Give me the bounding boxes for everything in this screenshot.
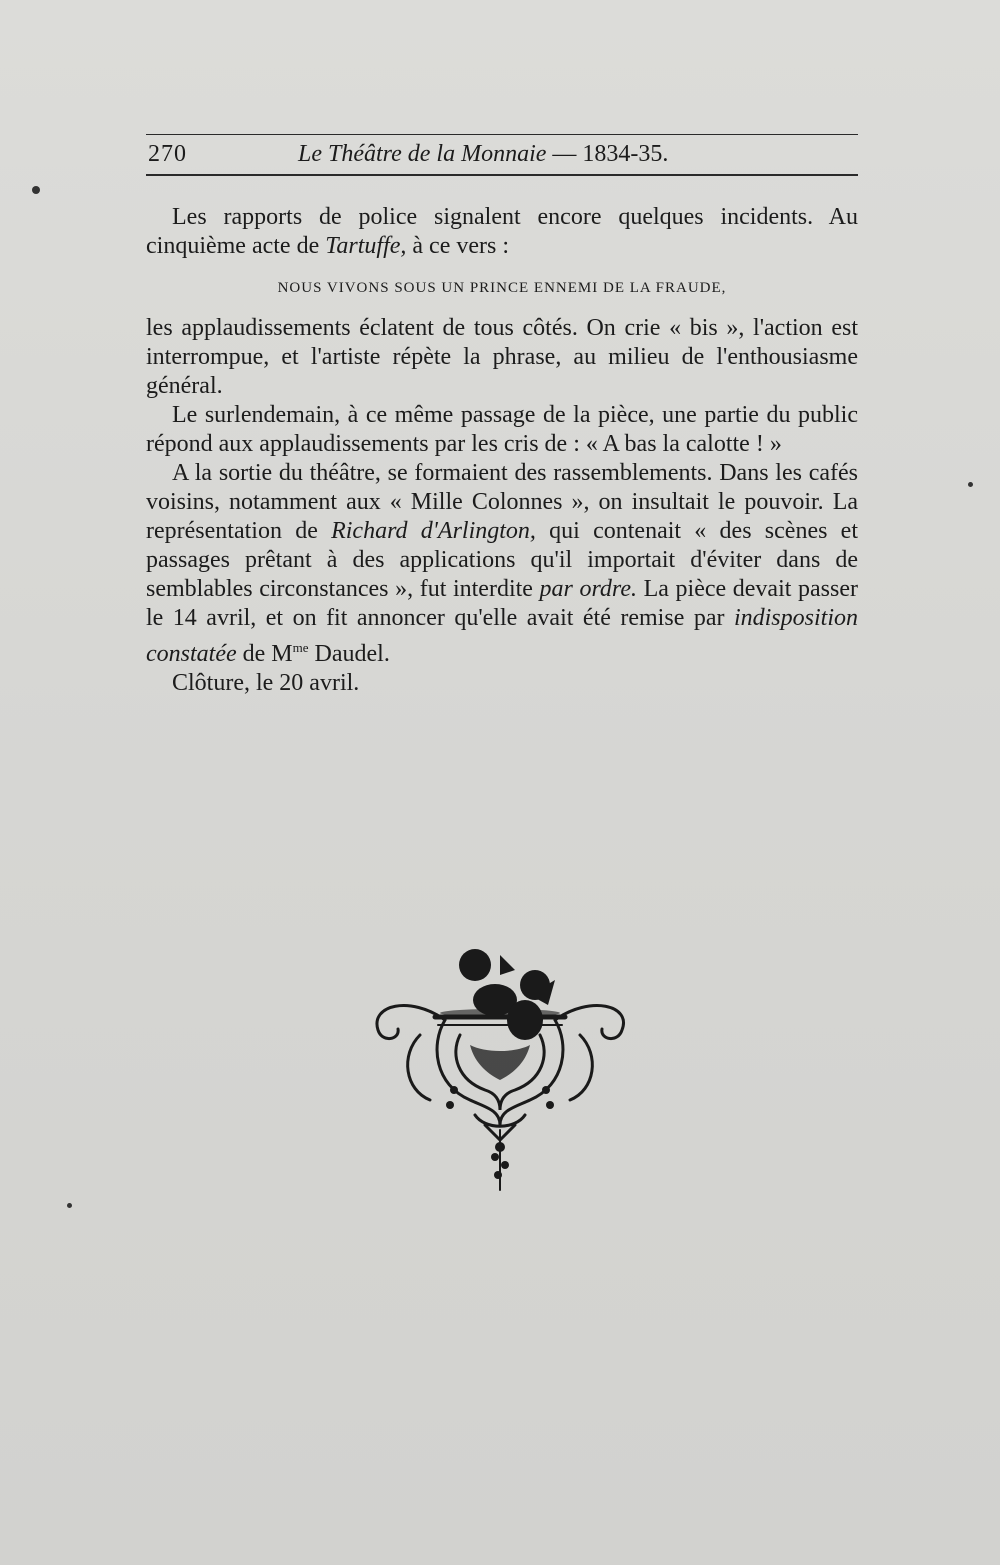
superscript-me: me — [292, 640, 309, 655]
paragraph-3: Le surlendemain, à ce même passage de la pièce, une partie du public répond aux applaudissements par les cris de : « A bas la calotte ! » — [146, 402, 858, 457]
italic-indisposition: indisposition constatée — [146, 605, 858, 667]
season-years: 1834-35. — [582, 141, 669, 167]
paragraph-4 — [146, 459, 858, 669]
paragraph-5: Clôture, le 20 avril. — [172, 670, 360, 696]
paragraph-1 — [146, 203, 858, 261]
running-title-text: Le Théâtre de la Monnaie — [298, 141, 547, 167]
italic-par-ordre: par ordre. — [539, 576, 638, 602]
play-title-richard: Richard d'Arlington, — [331, 518, 536, 544]
header-separator: — — [546, 141, 583, 167]
paragraph-4-part-b: qui contenait « des scènes et passages prêtant à des applications qu'il importait d'éviter dans de semblables circonstances », fut interdite — [146, 518, 858, 602]
paragraph-1-end: à ce vers : — [406, 233, 509, 259]
page-number: 270 — [148, 141, 187, 167]
cherub-cartouche-ornament-icon — [350, 925, 650, 1200]
paper-speck — [67, 1203, 72, 1208]
header-rule-bottom — [146, 174, 858, 176]
paper-speck — [32, 186, 40, 194]
running-title — [298, 141, 668, 168]
paper-speck — [968, 482, 973, 487]
paragraph-4-part-d: de M — [236, 641, 293, 667]
body-text — [146, 203, 858, 698]
paragraph-4-part-e: Daudel. — [308, 641, 390, 667]
play-title-tartuffe: Tartuffe, — [325, 233, 407, 259]
header-rule-top — [146, 134, 858, 135]
paragraph-2: les applaudissements éclatent de tous côtés. On crie « bis », l'action est interrompue, et l'artiste répète la phrase, au milieu de l'enthousiasme général. — [146, 315, 858, 399]
paragraph-4-part-c: La pièce devait passer le 14 avril, et on fit annoncer qu'elle avait été remise par — [146, 576, 859, 631]
paragraph-1-text: Les rapports de police signalent encore quelques incidents. Au cinquième acte de — [146, 204, 858, 259]
running-header — [146, 141, 858, 171]
paragraph-4-part-a: A la sortie du théâtre, se formaient des rassemblements. Dans les cafés voisins, notamment aux « Mille Colonnes », on insultait le pouvoir. La représentation de — [146, 460, 858, 544]
verse-quote: NOUS VIVONS SOUS UN PRINCE ENNEMI DE LA FRAUDE, — [277, 280, 727, 296]
